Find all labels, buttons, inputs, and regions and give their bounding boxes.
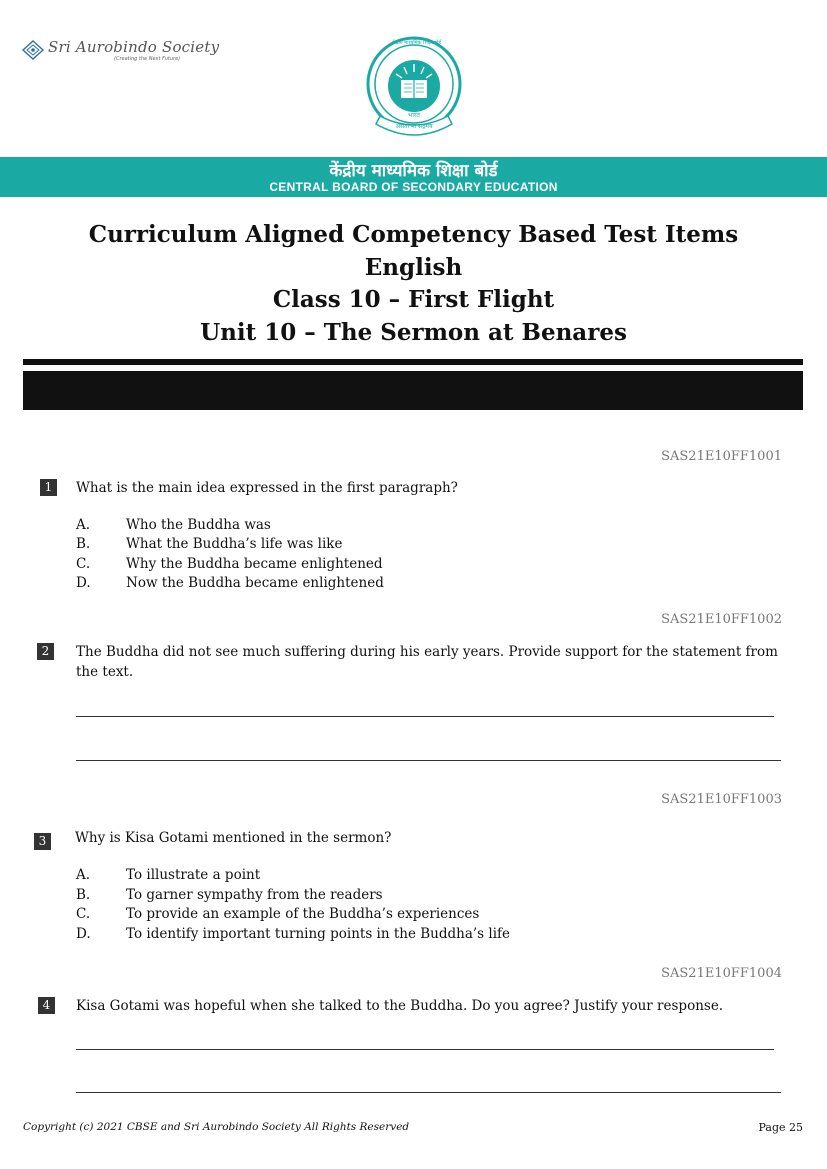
question-text: Why is Kisa Gotami mentioned in the sermon? bbox=[75, 830, 392, 846]
question-text: What is the main idea expressed in the first paragraph? bbox=[76, 480, 458, 496]
section-bar bbox=[23, 371, 803, 410]
option-text: To identify important turning points in the Buddha’s life bbox=[126, 926, 511, 942]
question-number: 2 bbox=[37, 643, 54, 660]
emblem-motto: असतो मा सद्गमय bbox=[395, 123, 433, 130]
question-text: The Buddha did not see much suffering during his early years. Provide support for the statement from the text. bbox=[76, 644, 778, 680]
option-letter: C. bbox=[76, 556, 91, 572]
sas-symbol-icon bbox=[22, 40, 44, 60]
option-b[interactable] bbox=[76, 536, 776, 556]
option-d[interactable] bbox=[76, 926, 776, 946]
sas-logo-tagline: (Creating the Next Future) bbox=[114, 56, 181, 62]
question-text: Kisa Gotami was hopeful when she talked to the Buddha. Do you agree? Justify your response. bbox=[76, 998, 724, 1014]
question-code: SAS21E10FF1003 bbox=[661, 792, 782, 807]
option-a[interactable] bbox=[76, 517, 776, 537]
board-name-english: CENTRAL BOARD OF SECONDARY EDUCATION bbox=[269, 180, 558, 194]
option-text: To garner sympathy from the readers bbox=[126, 887, 383, 903]
option-text: To illustrate a point bbox=[126, 867, 261, 883]
option-letter: A. bbox=[76, 867, 91, 883]
option-d[interactable] bbox=[76, 575, 776, 595]
copyright-notice: Copyright (c) 2021 CBSE and Sri Aurobindo Society All Rights Reserved bbox=[23, 1121, 410, 1133]
option-letter: C. bbox=[76, 906, 91, 922]
question-number: 1 bbox=[40, 479, 57, 496]
answer-line[interactable] bbox=[76, 1049, 774, 1050]
question-number: 3 bbox=[34, 833, 51, 850]
option-text: Who the Buddha was bbox=[126, 517, 271, 533]
option-text: Now the Buddha became enlightened bbox=[126, 575, 384, 591]
option-text: What the Buddha’s life was like bbox=[126, 536, 343, 552]
option-letter: B. bbox=[76, 887, 91, 903]
option-text: To provide an example of the Buddha’s experiences bbox=[126, 906, 480, 922]
option-b[interactable] bbox=[76, 887, 776, 907]
sas-logo-name: Sri Aurobindo Society bbox=[48, 38, 220, 56]
option-text: Why the Buddha became enlightened bbox=[126, 556, 383, 572]
title-divider bbox=[23, 359, 803, 365]
sas-logo bbox=[22, 38, 220, 64]
option-c[interactable] bbox=[76, 906, 776, 926]
subject-title: English bbox=[364, 254, 463, 281]
question-number: 4 bbox=[38, 997, 55, 1014]
emblem-top-text: केंद्रीय माध्यमिक शिक्षा बोर्ड bbox=[392, 40, 442, 46]
page-number: Page 25 bbox=[758, 1121, 803, 1134]
emblem-bottom-text: भारत bbox=[408, 112, 420, 119]
answer-line[interactable] bbox=[76, 1092, 781, 1093]
question-code: SAS21E10FF1004 bbox=[661, 966, 782, 981]
document-title: Curriculum Aligned Competency Based Test Items bbox=[88, 221, 739, 248]
unit-title: Unit 10 – The Sermon at Benares bbox=[200, 319, 627, 346]
question-code: SAS21E10FF1001 bbox=[661, 449, 782, 464]
cbse-emblem bbox=[364, 34, 464, 138]
board-band bbox=[0, 157, 827, 197]
option-letter: A. bbox=[76, 517, 91, 533]
option-letter: D. bbox=[76, 575, 91, 591]
answer-line[interactable] bbox=[76, 716, 774, 717]
question-code: SAS21E10FF1002 bbox=[661, 612, 782, 627]
answer-line[interactable] bbox=[76, 760, 781, 761]
option-letter: B. bbox=[76, 536, 91, 552]
option-c[interactable] bbox=[76, 556, 776, 576]
class-title: Class 10 – First Flight bbox=[272, 286, 555, 313]
board-name-hindi: केंद्रीय माध्यमिक शिक्षा बोर्ड bbox=[329, 161, 498, 181]
option-a[interactable] bbox=[76, 867, 776, 887]
option-letter: D. bbox=[76, 926, 91, 942]
